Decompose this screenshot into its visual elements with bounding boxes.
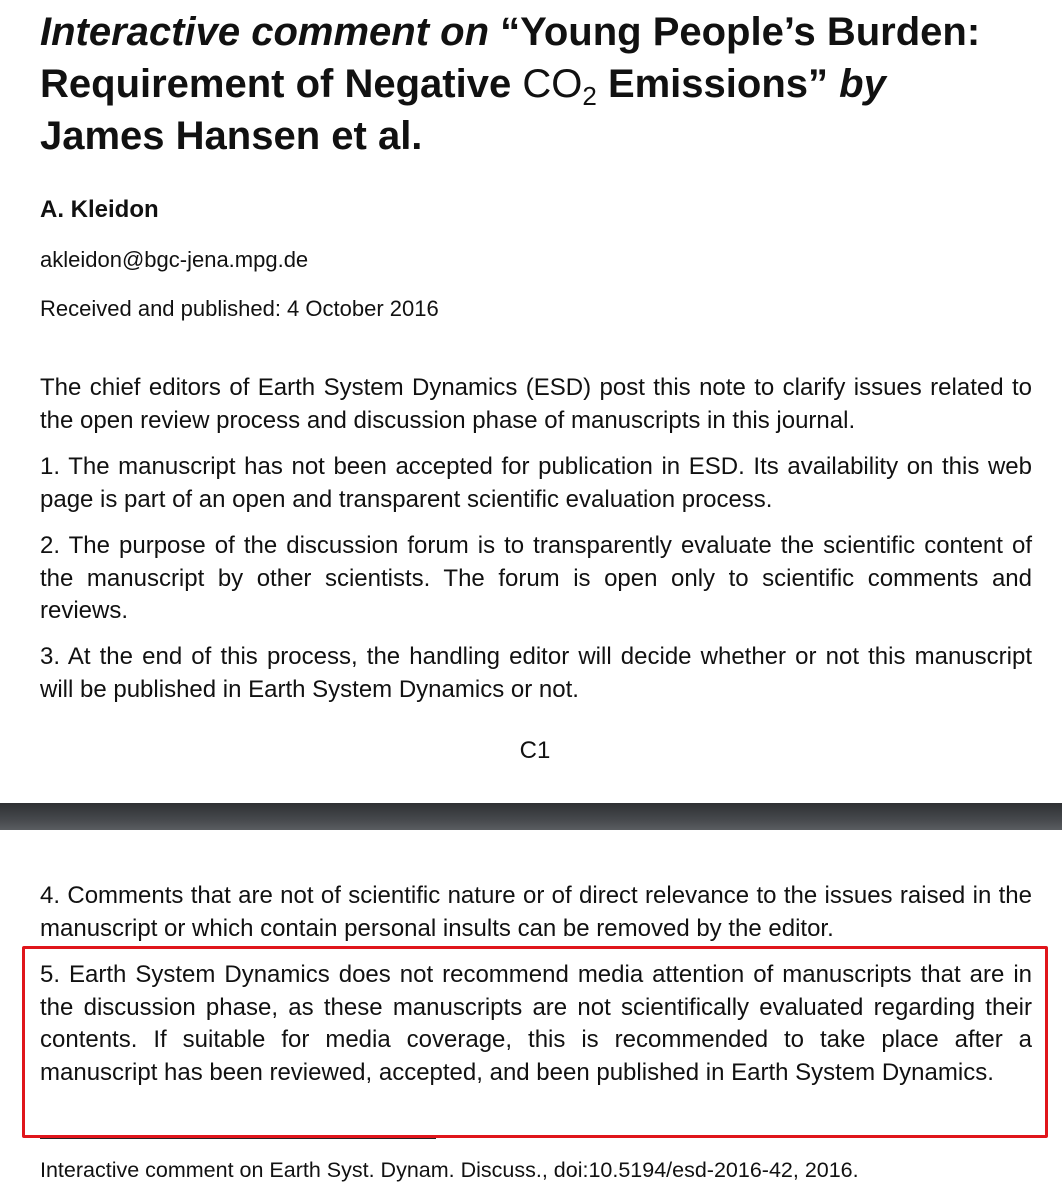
- title-by: by: [839, 62, 886, 106]
- footnote-rule: [40, 1138, 436, 1139]
- title-co2-subscript: 2: [582, 81, 597, 111]
- footnote: Interactive comment on Earth Syst. Dynam. Discuss., doi:10.5194/esd-2016-42, 2016.: [40, 1158, 859, 1182]
- comment-author: A. Kleidon: [40, 196, 159, 223]
- title-prefix: Interactive comment on: [40, 10, 490, 54]
- author-email[interactable]: akleidon@bgc-jena.mpg.de: [40, 247, 309, 272]
- title-quoted-part-3: Emissions”: [607, 62, 829, 106]
- paragraph-1: 1. The manuscript has not been accepted for publication in ESD. Its availability on this web page is part of an open and transparent scientific evaluation process.: [40, 453, 1032, 513]
- title-authors: James Hansen et al.: [40, 114, 423, 158]
- intro-paragraph: The chief editors of Earth System Dynamics (ESD) post this note to clarify issues related to the open review process and discussion phase of manuscripts in this journal.: [40, 374, 1032, 434]
- page-divider: [0, 803, 1062, 830]
- paragraph-3: 3. At the end of this process, the handling editor will decide whether or not this manuscript will be published in Earth System Dynamics or not.: [40, 643, 1032, 703]
- paragraph-2: 2. The purpose of the discussion forum is to transparently evaluate the scientific content of the manuscript by other scientists. The forum is open only to scientific comments and reviews.: [40, 532, 1032, 624]
- title-co2-base: CO: [522, 62, 583, 106]
- page-title: [40, 6, 1040, 162]
- title-quoted-part-2: Requirement of Negative: [40, 62, 512, 106]
- page-number: C1: [519, 737, 551, 764]
- paragraph-4: 4. Comments that are not of scientific nature or of direct relevance to the issues raised in the manuscript or which contain personal insults can be removed by the editor.: [40, 882, 1032, 942]
- paragraph-5-highlighted: 5. Earth System Dynamics does not recommend media attention of manuscripts that are in the discussion phase, as these manuscripts are not scientifically evaluated regarding their contents. If suitable for media coverage, this is recommended to take place after a manuscript has been reviewed, accepted, and been published in Earth System Dynamics.: [40, 961, 1032, 1086]
- received-date: Received and published: 4 October 2016: [40, 296, 439, 321]
- title-quoted-part-1: “Young People’s Burden:: [500, 10, 981, 54]
- title-co2: [522, 62, 597, 111]
